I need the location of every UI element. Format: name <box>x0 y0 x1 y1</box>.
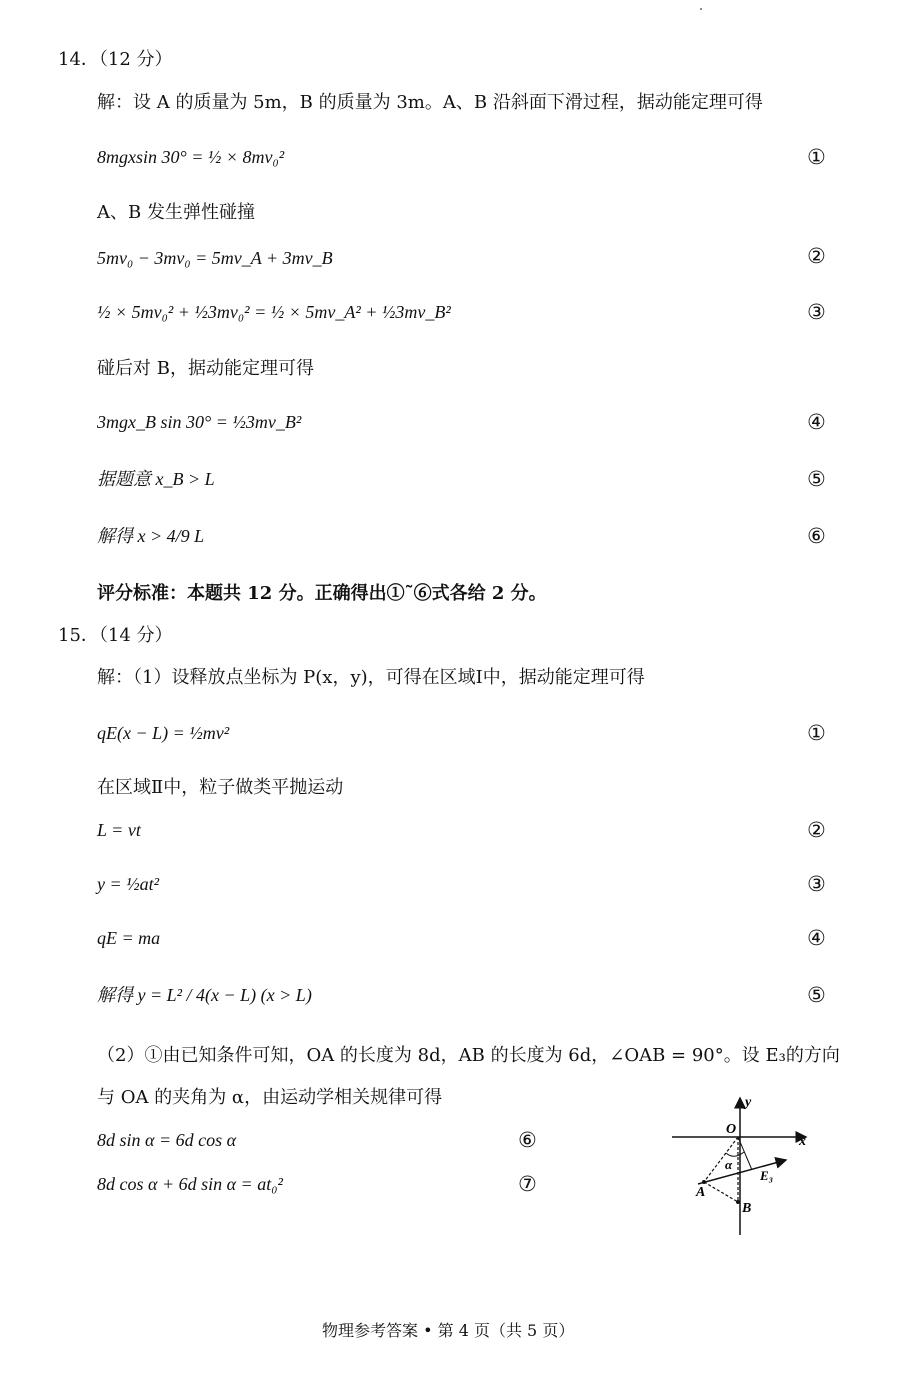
q14-text-after: 碰后对 B，据动能定理可得 <box>97 358 314 379</box>
q15-mark1: ① <box>807 721 826 745</box>
q14-mark5: ⑤ <box>807 467 826 491</box>
q15-eq5: 解得 y = L² / 4(x − L) (x > L) <box>97 985 312 1005</box>
q14-mark4: ④ <box>807 410 826 434</box>
a-label: A <box>696 1185 706 1200</box>
q15-part2-line1: （2）①由已知条件可知，OA 的长度为 8d，AB 的长度为 6d，∠OAB = 90°。设 E₃的方向 <box>97 1045 840 1066</box>
q15-eq3: y = ½at² <box>97 874 160 894</box>
q15-eq6: 8d sin α = 6d cos α <box>97 1130 237 1150</box>
q14-eq5: 据题意 x_B > L <box>97 469 215 489</box>
q15-mark2: ② <box>807 818 826 842</box>
q14-mark2: ② <box>807 244 826 268</box>
q15-eq4: qE = ma <box>97 928 161 948</box>
q14-text-collision: A、B 发生弹性碰撞 <box>97 202 255 223</box>
q15-mark3: ③ <box>807 872 826 896</box>
q15-mark5: ⑤ <box>807 983 826 1007</box>
q14-eq3: ½ × 5mv₀² + ½3mv₀² = ½ × 5mv_A² + ½3mv_B² <box>97 302 451 322</box>
coordinate-diagram <box>660 1090 820 1240</box>
q14-grading: 评分标准：本题共 12 分。正确得出①˜⑥式各给 2 分。 <box>97 583 547 604</box>
q15-intro: 解：（1）设释放点坐标为 P(x，y)，可得在区域Ⅰ中，据动能定理可得 <box>97 667 645 688</box>
q14-mark6: ⑥ <box>807 524 826 548</box>
e3-label: E₃ <box>760 1168 774 1183</box>
q14-intro: 解：设 A 的质量为 5m，B 的质量为 3m。A、B 沿斜面下滑过程，据动能定理可得 <box>97 92 763 113</box>
b-label: B <box>742 1201 752 1216</box>
q14-eq4: 3mgx_B sin 30° = ½3mv_B² <box>97 412 302 432</box>
x-axis-label: x <box>799 1134 806 1149</box>
point-b <box>736 1200 740 1204</box>
q14-mark3: ③ <box>807 300 826 324</box>
q15-eq2: L = vt <box>97 820 141 840</box>
q14-eq2: 5mv₀ − 3mv₀ = 5mv_A + 3mv_B <box>97 248 333 268</box>
q15-eq7: 8d cos α + 6d sin α = at₀² <box>97 1174 283 1194</box>
q14-mark1: ① <box>807 145 826 169</box>
q14-header: 14．（12 分） <box>58 49 173 70</box>
q15-mark7: ⑦ <box>518 1172 537 1196</box>
q15-mark6: ⑥ <box>518 1128 537 1152</box>
q15-part2-line2: 与 OA 的夹角为 α，由运动学相关规律可得 <box>97 1087 443 1108</box>
q15-mark4: ④ <box>807 926 826 950</box>
alpha-label: α <box>725 1157 733 1172</box>
q15-text-region2: 在区域Ⅱ中，粒子做类平抛运动 <box>97 777 344 798</box>
q14-eq1: 8mgxsin 30° = ½ × 8mv₀² <box>97 147 285 167</box>
q15-header: 15．（14 分） <box>58 625 173 646</box>
segment-ab <box>704 1182 738 1202</box>
alpha-arc <box>726 1152 744 1156</box>
q15-eq1: qE(x − L) = ½mv² <box>97 723 230 743</box>
q14-eq6: 解得 x > 4/9 L <box>97 526 205 546</box>
page-footer: 物理参考答案 • 第 4 页（共 5 页） <box>322 1321 575 1340</box>
y-axis-label: y <box>745 1095 752 1110</box>
origin-label: O <box>726 1122 737 1137</box>
point-a <box>702 1180 706 1184</box>
